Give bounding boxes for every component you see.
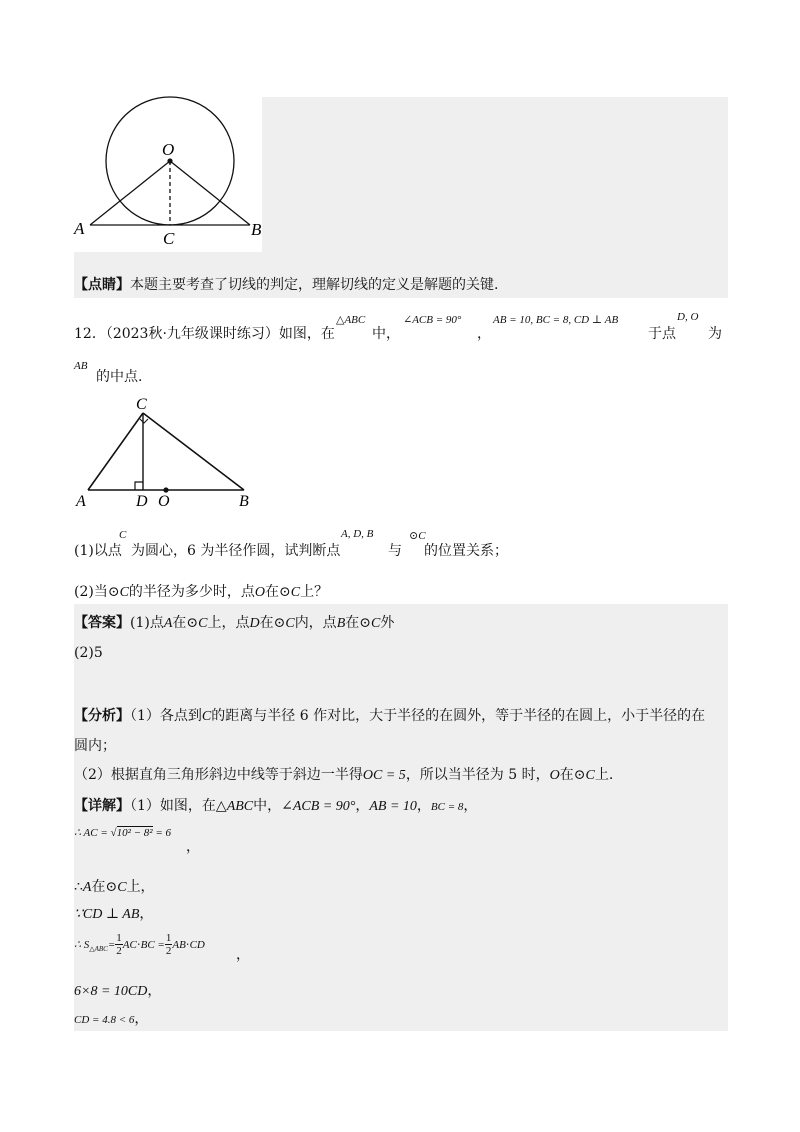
frac1-den: 2 <box>116 945 122 957</box>
right-angle-mark-c <box>140 419 148 423</box>
detail-d: ， <box>416 798 431 814</box>
q12-comma1: ， <box>477 326 491 342</box>
label-c: C <box>163 229 175 248</box>
detail-step5 <box>74 980 161 1000</box>
line-ob <box>170 161 250 225</box>
sub2-c: 在 <box>265 584 280 600</box>
analysis-b: 的距离与半径 6 作对比，大于半径的在圆外，等于半径的在圆上，小于半径的在 <box>211 708 706 724</box>
detail-step1-root: 10² − 8² <box>116 827 153 839</box>
q12-mid1: 中， <box>372 326 400 342</box>
q12-givens: AB = 10, BC = 8, CD ⊥ AB <box>493 314 619 326</box>
detail-step6 <box>74 1008 148 1028</box>
detail-step1-rhs: = 6 <box>152 827 172 839</box>
answer-line2: (2)5 <box>74 645 103 661</box>
analysis-line1 <box>74 705 705 725</box>
q12-mid3: 为 <box>708 326 722 342</box>
detail-line1 <box>74 795 477 815</box>
right-triangle-figure <box>70 392 270 512</box>
detail-step4-lhs: ∴ S <box>74 939 90 951</box>
remark-text: 本题主要考查了切线的判定，理解切线的定义是解题的关键. <box>130 277 499 293</box>
detail-step3-text: ∵CD ⊥ AB <box>74 907 140 922</box>
answer-tag: 【答案】 <box>74 615 130 631</box>
answer-point-b: B <box>336 616 346 631</box>
analysis-oc: OC = 5 <box>362 768 406 783</box>
sub2-circ: ⊙C <box>107 585 129 600</box>
detail-step2b: 在 <box>91 879 106 895</box>
label-o2: O <box>158 493 170 510</box>
frac2-den: 2 <box>165 945 172 957</box>
circle-tangent-figure <box>70 94 270 254</box>
sqrt-sign: √ <box>110 827 117 839</box>
detail-step1 <box>74 826 171 839</box>
sub2-b: 的半径为多少时，点 <box>128 584 255 600</box>
detail-step4-eq: = <box>107 938 116 951</box>
q12-prefix: 12．（2023秋·九年级课时练习）如图，在 <box>74 326 335 342</box>
answer-background <box>74 604 728 1031</box>
detail-step4 <box>74 932 205 957</box>
analysis-l3c: 在 <box>559 767 574 783</box>
label-c2: C <box>136 396 147 413</box>
answer-circ2: ⊙C <box>273 616 295 631</box>
answer-a: (1)点 <box>130 615 164 631</box>
sub1-c: C <box>119 529 127 541</box>
q12-points-do: D, O <box>677 311 699 323</box>
frac2-num: 1 <box>165 932 172 944</box>
sub1-b: 为圆心，6 为半径作圆，试判断点 <box>131 543 341 559</box>
side-ac <box>88 413 143 490</box>
detail-step4-t1: AC⋅BC = <box>122 939 165 951</box>
analysis-l3b: ，所以当半径为 5 时， <box>405 767 550 783</box>
detail-step2d: 上， <box>126 879 155 895</box>
q12-mid2: 于点 <box>648 326 676 342</box>
remark-tag: 【点睛】 <box>74 277 130 293</box>
detail-step4-sub: △ABC <box>89 944 108 953</box>
remark-line <box>74 274 498 294</box>
sub2-line <box>74 581 328 601</box>
detail-step2c: ⊙C <box>105 880 127 895</box>
sub1-pts: A, D, B <box>341 528 374 540</box>
detail-step6-end: ， <box>134 1011 149 1027</box>
detail-step3-end: ， <box>139 906 154 922</box>
q12-triangle: △ABC <box>336 314 366 326</box>
fraction-half-1 <box>115 932 123 957</box>
detail-step3 <box>74 903 153 923</box>
answer-line1 <box>74 612 394 632</box>
detail-step4-t2: AB⋅CD <box>172 939 205 951</box>
sub2-circ2: ⊙C <box>279 585 301 600</box>
sub1-d: 的位置关系； <box>424 543 508 559</box>
detail-ab: AB = 10 <box>369 799 417 814</box>
answer-b: 在 <box>172 615 187 631</box>
label-o: O <box>162 140 175 159</box>
label-a: A <box>74 219 85 238</box>
sub2-o: O <box>254 585 266 600</box>
answer-point-a: A <box>163 616 173 631</box>
analysis-line2: 圆内； <box>74 738 116 754</box>
answer-point-d: D <box>249 616 260 631</box>
sub2-a: (2)当 <box>74 584 108 600</box>
point-o <box>167 158 172 163</box>
answer-circ1: ⊙C <box>186 616 208 631</box>
label-d2: D <box>136 493 148 510</box>
q12-end: 的中点. <box>96 369 143 385</box>
analysis-tag: 【分析】 <box>74 708 130 724</box>
answer-circ3: ⊙C <box>359 616 381 631</box>
detail-c: ， <box>355 798 370 814</box>
sub1-a: (1)以点 <box>74 543 122 559</box>
q12-angle: ∠ACB = 90° <box>403 314 462 326</box>
label-b: B <box>251 220 262 239</box>
analysis-o: O <box>549 768 560 783</box>
detail-tag: 【详解】 <box>74 798 130 814</box>
analysis-l3a: （2）根据直角三角形斜边中线等于斜边一半得 <box>74 767 363 783</box>
answer-c: 上，点 <box>207 615 250 631</box>
detail-step6-text: CD = 4.8 < 6 <box>74 1014 135 1026</box>
frac1-num: 1 <box>116 932 122 944</box>
detail-step2a: ∴ <box>74 879 83 895</box>
analysis-l3d: 上. <box>594 767 614 783</box>
detail-angle: ∠ACB = 90° <box>281 799 356 814</box>
right-angle-mark-d <box>135 482 143 490</box>
analysis-circ: ⊙C <box>573 768 595 783</box>
analysis-line3 <box>74 764 613 784</box>
answer-f: 在 <box>345 615 360 631</box>
detail-e: ， <box>463 798 478 814</box>
detail-step2 <box>74 876 155 896</box>
sub1-with: 与 <box>388 543 402 559</box>
detail-step1-lhs: ∴ AC = <box>74 827 111 839</box>
answer-e: 内，点 <box>294 615 337 631</box>
line-oa <box>90 161 170 225</box>
detail-bc: BC = 8 <box>430 801 464 813</box>
label-a2: A <box>76 493 86 510</box>
label-b2: B <box>239 493 249 510</box>
detail-step5-text: 6×8 = 10CD <box>74 984 148 999</box>
detail-step2-a: A <box>82 880 92 895</box>
detail-step1-end: ， <box>186 839 200 855</box>
analysis-a: （1）各点到 <box>130 708 202 724</box>
point-o-midpoint <box>163 487 168 492</box>
sub1-circ: ⊙C <box>409 530 426 542</box>
detail-b: 中， <box>253 798 282 814</box>
detail-tri: △ABC <box>215 799 254 814</box>
answer-d: 在 <box>259 615 274 631</box>
side-bc <box>143 413 244 490</box>
detail-step4-end: ， <box>236 947 250 963</box>
q12-ab: AB <box>74 360 88 372</box>
detail-step5-end: ， <box>147 983 162 999</box>
sub2-d: 上？ <box>300 584 329 600</box>
analysis-c: C <box>201 709 212 724</box>
detail-a: （1）如图，在 <box>130 798 216 814</box>
answer-g: 外 <box>380 615 395 631</box>
